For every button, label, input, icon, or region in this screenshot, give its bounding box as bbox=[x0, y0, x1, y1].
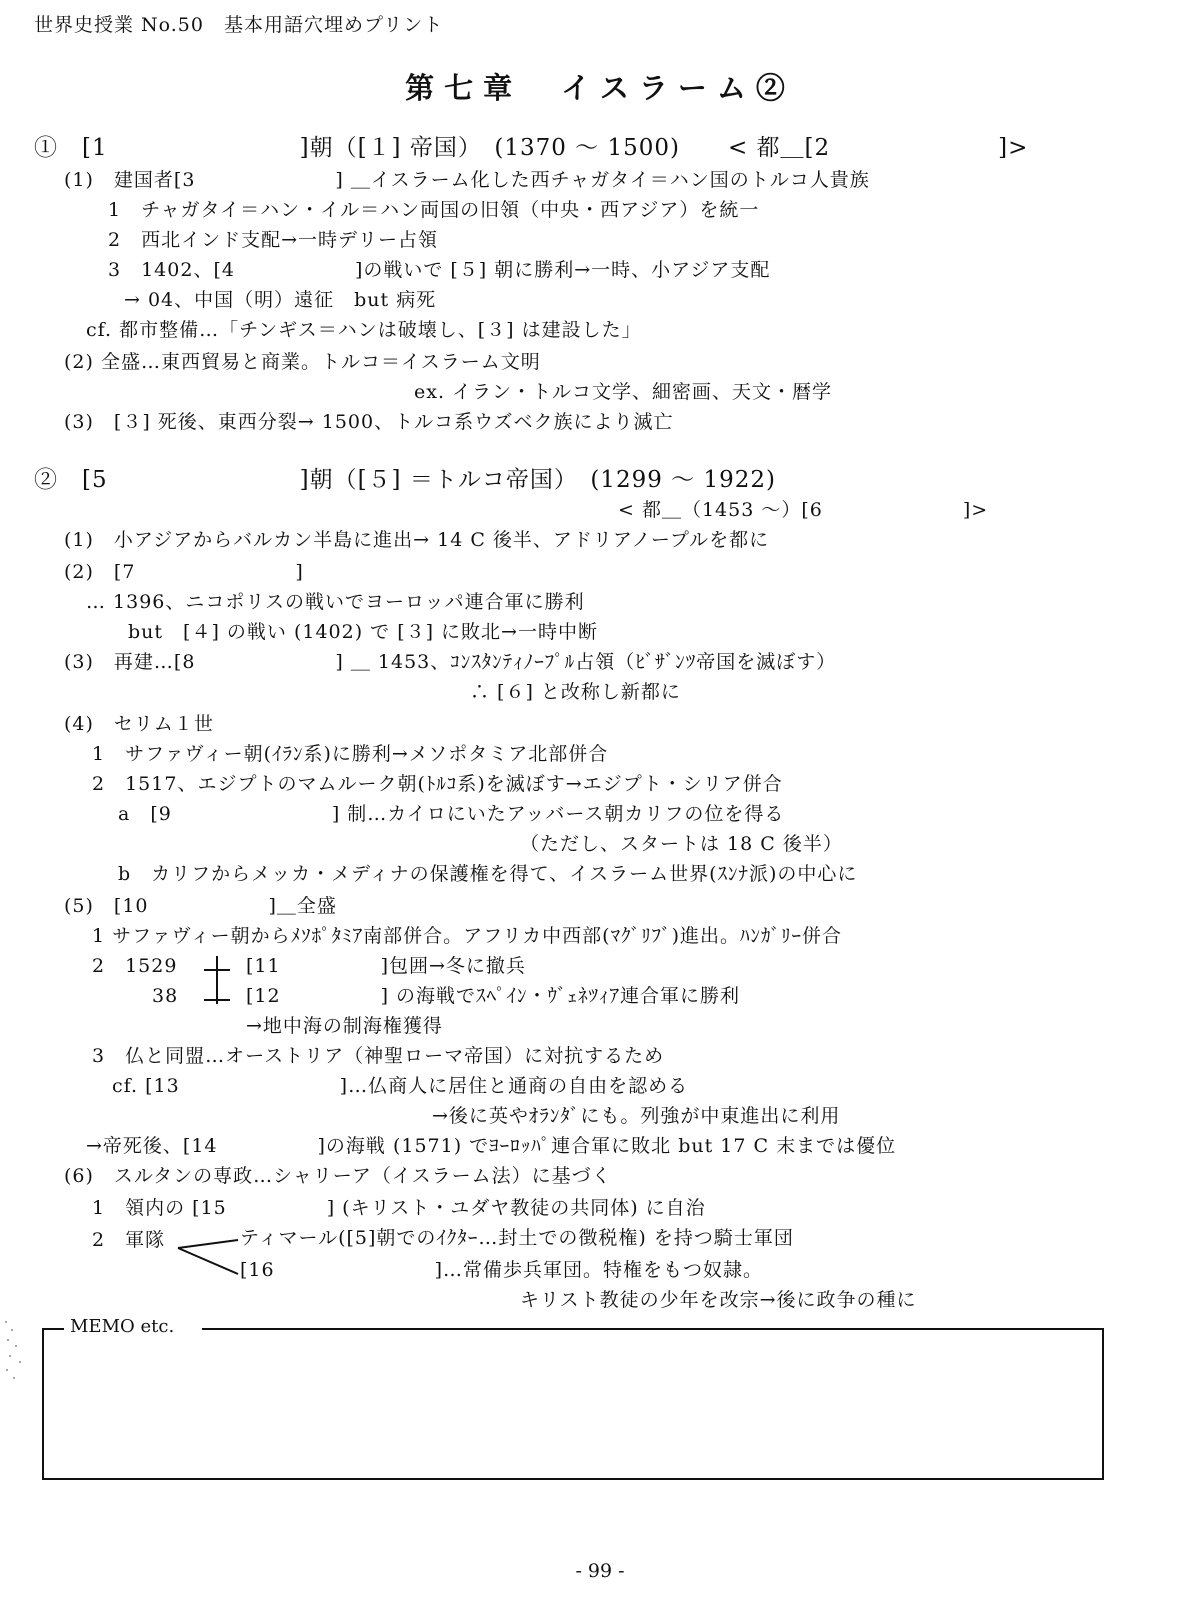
line-1-1-2: 2 西北インド支配→一時デリー占領 bbox=[108, 229, 439, 251]
line-1-1-3: 3 1402、[4 ]の戦いで [５] 朝に勝利→一時、小アジア支配 bbox=[108, 259, 771, 281]
line-2-6-2-note: キリスト教徒の少年を改宗→後に政争の種に bbox=[520, 1289, 917, 1311]
line-2-6-1: 1 領内の [15 ] (キリスト・ユダヤ教徒の共同体) に自治 bbox=[92, 1197, 706, 1219]
line-2-5-2-vienna: [11 ]包囲→冬に撤兵 bbox=[246, 955, 526, 977]
timeline-cross-bar-1 bbox=[204, 969, 230, 971]
line-1-1-3-note: → 04、中国（明）遠征 but 病死 bbox=[124, 289, 437, 311]
line-2-5-3-note: →後に英やｵﾗﾝﾀﾞにも。列強が中東進出に利用 bbox=[432, 1105, 841, 1127]
line-1-2-ex: ex. イラン・トルコ文学、細密画、天文・暦学 bbox=[414, 381, 833, 403]
line-2-5-2-preveza: [12 ] の海戦でｽﾍﾟｲﾝ・ｳﾞｪﾈﾂｨｱ連合軍に勝利 bbox=[246, 985, 741, 1007]
line-2-2-a: … 1396、ニコポリスの戦いでヨーロッパ連合軍に勝利 bbox=[86, 591, 585, 613]
line-2-5-2-result: →地中海の制海権獲得 bbox=[246, 1015, 443, 1037]
timeline-cross-vertical bbox=[216, 956, 218, 1004]
timeline-cross-bar-2 bbox=[204, 999, 230, 1001]
line-2-1: (1) 小アジアからバルカン半島に進出→ 14 C 後半、アドリアノープルを都に bbox=[64, 529, 770, 551]
chapter-title: 第七章 イスラーム② bbox=[405, 71, 795, 105]
memo-box-top-left bbox=[42, 1328, 64, 1330]
line-1-cf: cf. 都市整備…「チンギス＝ハンは破壊し、[３] は建設した」 bbox=[86, 319, 642, 341]
line-1-2: (2) 全盛…東西貿易と商業。トルコ＝イスラーム文明 bbox=[64, 351, 541, 373]
line-2-5-3-cf: cf. [13 ]…仏商人に居住と通商の自由を認める bbox=[112, 1075, 689, 1097]
line-2-2-b: but [４] の戦い (1402) で [３] に敗北→一時中断 bbox=[128, 621, 598, 643]
memo-label: MEMO etc. bbox=[70, 1316, 175, 1337]
line-2-4-2-a-note: （ただし、スタートは 18 C 後半） bbox=[520, 833, 843, 855]
line-2-3: (3) 再建…[8 ] ＿ 1453、ｺﾝｽﾀﾝﾃｨﾉｰﾌﾟﾙ占領（ﾋﾞｻﾞﾝﾂ帝国を滅ぼす） bbox=[64, 651, 837, 673]
army-branch-lines bbox=[176, 1234, 240, 1278]
line-2-5-1: 1 サファヴィー朝からﾒｿﾎﾟﾀﾐｱ南部併合。アフリカ中西部(ﾏｸﾞﾘﾌﾞ)進出。ﾊﾝｶﾞﾘｰ併合 bbox=[92, 925, 842, 947]
line-2-2: (2) [7 ] bbox=[64, 561, 304, 583]
line-2-4: (4) セリム１世 bbox=[64, 713, 214, 735]
line-2-6-2-timar: ティマール([5]朝でのｲｸﾀｰ…封土での徴税権) を持つ騎士軍団 bbox=[240, 1227, 794, 1249]
line-1-1: (1) 建国者[3 ] ＿イスラーム化した西チャガタイ＝ハン国のトルコ人貴族 bbox=[64, 169, 870, 191]
page-number: - 99 - bbox=[575, 1560, 625, 1582]
line-2-5-2-year: 2 1529 bbox=[92, 955, 178, 977]
memo-box[interactable] bbox=[42, 1328, 1104, 1480]
page-header: 世界史授業 No.50 基本用語穴埋めプリント bbox=[34, 14, 444, 36]
line-2-5-3: 3 仏と同盟…オーストリア（神聖ローマ帝国）に対抗するため bbox=[92, 1045, 665, 1067]
line-2-6-2: 2 軍隊 bbox=[92, 1229, 166, 1251]
line-2-6: (6) スルタンの専政…シャリーア（イスラーム法）に基づく bbox=[64, 1165, 612, 1187]
line-2-3-note: ∴ [６] と改称し新都に bbox=[470, 681, 681, 703]
line-2-5-2-year2: 38 bbox=[152, 985, 179, 1007]
line-1-3: (3) [３] 死後、東西分裂→ 1500、トルコ系ウズベク族により滅亡 bbox=[64, 411, 674, 433]
line-2-5-after: →帝死後、[14 ]の海戦 (1571) でﾖｰﾛｯﾊﾟ連合軍に敗北 but 17 C 末までは優位 bbox=[86, 1135, 897, 1157]
line-2-4-1: 1 サファヴィー朝(ｲﾗﾝ系)に勝利→メソポタミア北部併合 bbox=[92, 743, 609, 765]
line-1-1-1: 1 チャガタイ＝ハン・イル＝ハン両国の旧領（中央・西アジア）を統一 bbox=[108, 199, 760, 221]
line-2-capital: < 都＿（1453 ～）[6 ]> bbox=[618, 499, 989, 521]
line-2-4-2: 2 1517、エジプトのマムルーク朝(ﾄﾙｺ系)を滅ぼす→エジプト・シリア併合 bbox=[92, 773, 783, 795]
section-2-heading: ② [5 ]朝（[５] ＝トルコ帝国） (1299 ～ 1922) bbox=[34, 467, 776, 493]
line-2-5: (5) [10 ]＿全盛 bbox=[64, 895, 337, 917]
scan-speckle bbox=[2, 1316, 32, 1386]
section-1-heading: ① [1 ]朝（[１] 帝国） (1370 ～ 1500) < 都＿[2 ]> bbox=[34, 135, 1029, 161]
memo-box-top-right bbox=[202, 1328, 1102, 1330]
line-2-6-2-janissary: [16 ]…常備歩兵軍団。特権をもつ奴隷。 bbox=[240, 1259, 764, 1281]
line-2-4-2-b: b カリフからメッカ・メディナの保護権を得て、イスラーム世界(ｽﾝﾅ派)の中心に bbox=[118, 863, 858, 885]
line-2-4-2-a: a [9 ] 制…カイロにいたアッバース朝カリフの位を得る bbox=[118, 803, 785, 825]
